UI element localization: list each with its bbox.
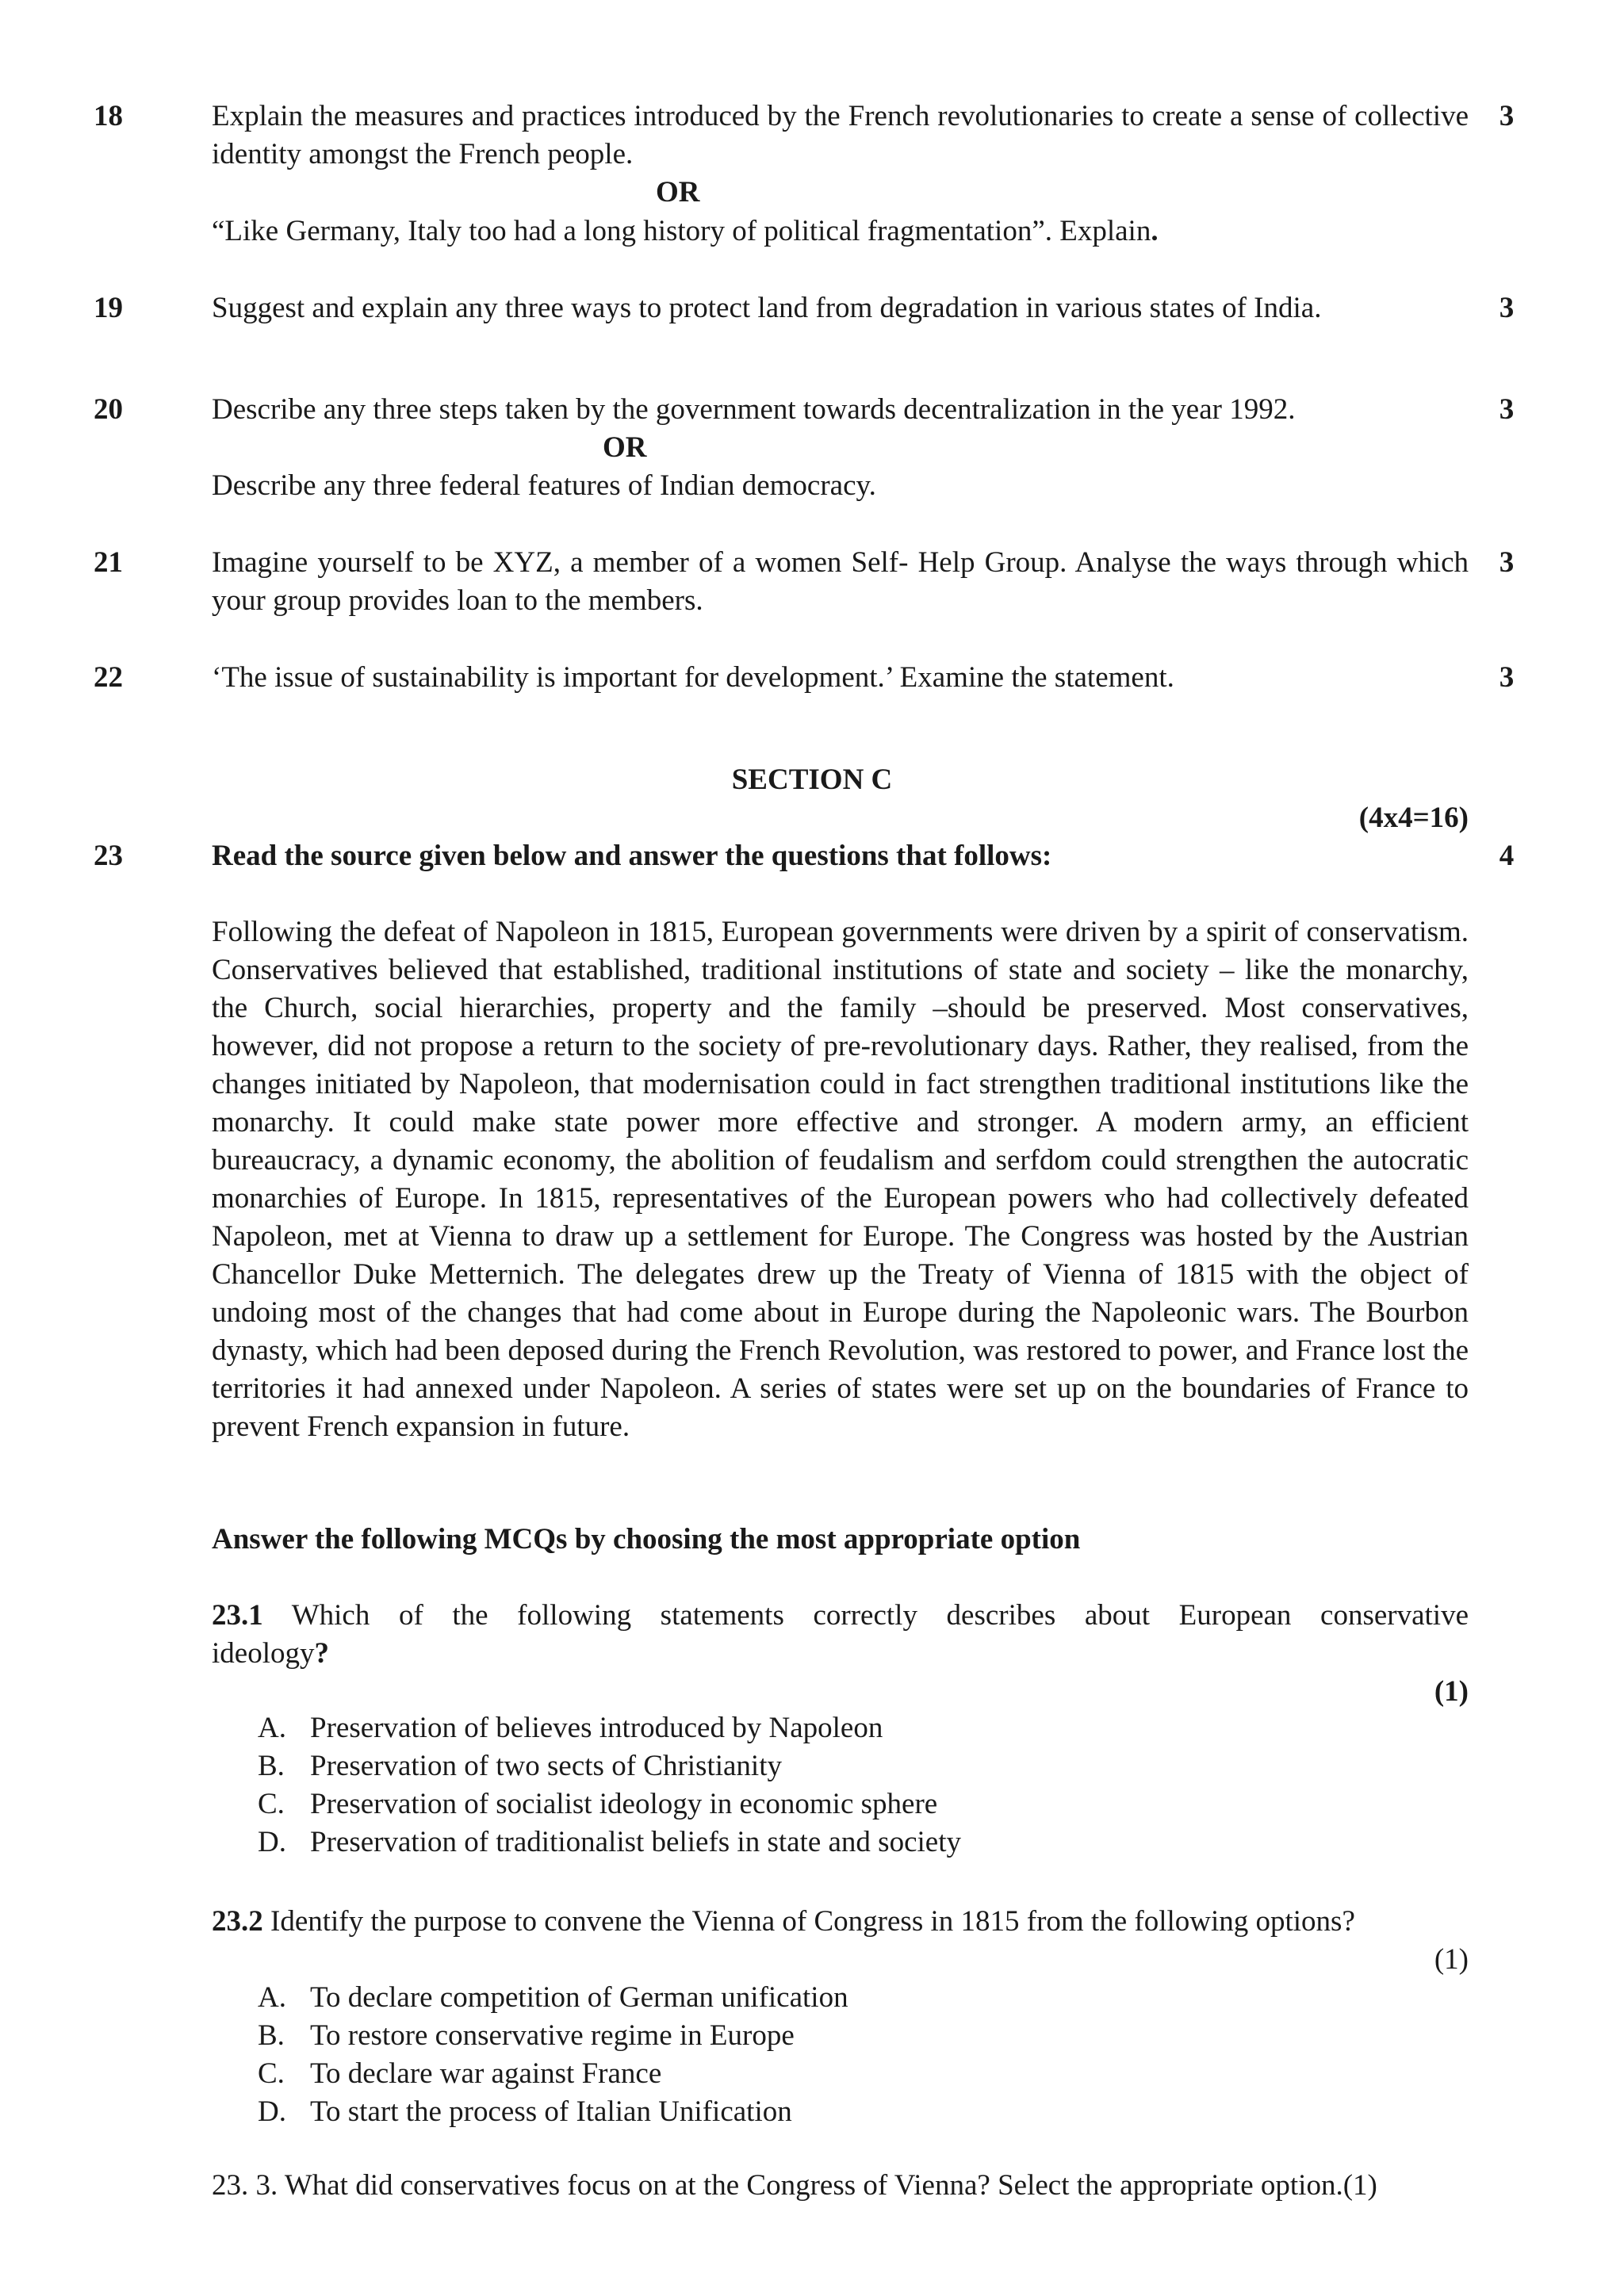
question-number: 23 bbox=[94, 840, 123, 872]
option-letter: C. bbox=[258, 2057, 285, 2090]
option-letter: D. bbox=[258, 1826, 286, 1858]
question-marks: 3 bbox=[1499, 393, 1515, 426]
option-text: To declare war against France bbox=[310, 2057, 662, 2090]
mcq-heading: Answer the following MCQs by choosing the most appropriate option bbox=[212, 1523, 1081, 1556]
alternative-question-text: “Like Germany, Italy too had a long history of political fragmentation”. Explain. bbox=[212, 215, 1159, 247]
option-letter: C. bbox=[258, 1788, 285, 1820]
option-list bbox=[258, 1979, 1447, 2131]
or-separator: OR bbox=[656, 176, 700, 209]
option-letter: B. bbox=[258, 2019, 285, 2052]
option-item bbox=[258, 2093, 1447, 2131]
question-text: Imagine yourself to be XYZ, a member of a women Self- Help Group. Analyse the ways through which your group provides loan to the members. bbox=[212, 546, 1469, 617]
subquestion-text-continued: ideology? bbox=[212, 1637, 329, 1670]
question-marks: 4 bbox=[1499, 840, 1515, 872]
option-item bbox=[258, 2055, 1447, 2093]
question-marks: 3 bbox=[1499, 546, 1515, 579]
option-item bbox=[258, 1709, 1447, 1747]
section-marks-note: (4x4=16) bbox=[1358, 802, 1469, 834]
subquestion-marks: (1) bbox=[1434, 1675, 1469, 1708]
question-number: 19 bbox=[94, 292, 123, 324]
question-number: 21 bbox=[94, 546, 123, 579]
question-text: Suggest and explain any three ways to protect land from degradation in various states of India. bbox=[212, 292, 1322, 324]
question-marks: 3 bbox=[1499, 100, 1515, 132]
question-text: Explain the measures and practices introduced by the French revolutionaries to create a sense of collective identity amongst the French people. bbox=[212, 100, 1469, 170]
subquestion-number: 23.1 bbox=[212, 1599, 263, 1632]
option-item bbox=[258, 1823, 1447, 1862]
option-letter: A. bbox=[258, 1712, 286, 1744]
subquestion-number: 23.2 bbox=[212, 1905, 263, 1938]
option-item bbox=[258, 1979, 1447, 2017]
option-text: To start the process of Italian Unification bbox=[310, 2095, 792, 2128]
option-letter: D. bbox=[258, 2095, 286, 2128]
source-passage: Following the defeat of Napoleon in 1815, European governments were driven by a spirit of conservatism. Conservatives believed that established, traditional institutions of state and society – like the monarchy, the Church, social hierarchies, property and the family –should be preserved. Most conservatives, however, did not propose a return to the society of pre-revolutionary days. Rather, they realised, from the changes initiated by Napoleon, that modernisation could in fact strengthen traditional institutions like the monarchy. It could make state power more effective and stronger. A modern army, an efficient bureaucracy, a dynamic economy, the abolition of feudalism and serfdom could strengthen the autocratic monarchies of Europe. In 1815, representatives of the European powers who had collectively defeated Napoleon, met at Vienna to draw up a settlement for Europe. The Congress was hosted by the Austrian Chancellor Duke Metternich. The delegates drew up the Treaty of Vienna of 1815 with the object of undoing most of the changes that had come about in Europe during the Napoleonic wars. The Bourbon dynasty, which had been deposed during the French Revolution, was restored to power, and France lost the territories it had annexed under Napoleon. A series of states were set up on the boundaries of France to prevent French expansion in future. bbox=[212, 916, 1469, 1443]
question-number: 22 bbox=[94, 661, 123, 694]
source-instruction: Read the source given below and answer the questions that follows: bbox=[212, 840, 1052, 872]
option-item bbox=[258, 1785, 1447, 1823]
option-text: To restore conservative regime in Europe bbox=[310, 2019, 795, 2052]
question-number: 18 bbox=[94, 100, 123, 132]
alternative-question-text: Describe any three federal features of Indian democracy. bbox=[212, 469, 876, 502]
section-title: SECTION C bbox=[731, 763, 893, 796]
subquestion-marks: (1) bbox=[1434, 1943, 1469, 1976]
subquestion-text: 23. 3. What did conservatives focus on at the Congress of Vienna? Select the appropriate option.(1) bbox=[212, 2169, 1377, 2202]
option-item bbox=[258, 1747, 1447, 1785]
option-text: Preservation of two sects of Christianity bbox=[310, 1750, 782, 1782]
option-text: Preservation of traditionalist beliefs in state and society bbox=[310, 1826, 961, 1858]
option-item bbox=[258, 2017, 1447, 2055]
or-separator: OR bbox=[603, 431, 647, 464]
option-text: To declare competition of German unification bbox=[310, 1981, 848, 2014]
option-letter: B. bbox=[258, 1750, 285, 1782]
option-list bbox=[258, 1709, 1447, 1862]
question-number: 20 bbox=[94, 393, 123, 426]
subquestion-text: 23.2 Identify the purpose to convene the Vienna of Congress in 1815 from the following options? bbox=[212, 1905, 1355, 1938]
question-text: Describe any three steps taken by the government towards decentralization in the year 1992. bbox=[212, 393, 1296, 426]
option-text: Preservation of believes introduced by Napoleon bbox=[310, 1712, 883, 1744]
subquestion-text: 23.1 Which of the following statements correctly describes about European conservative bbox=[212, 1599, 1469, 1632]
question-marks: 3 bbox=[1499, 292, 1515, 324]
option-text: Preservation of socialist ideology in economic sphere bbox=[310, 1788, 938, 1820]
question-marks: 3 bbox=[1499, 661, 1515, 694]
question-text: ‘The issue of sustainability is important for development.’ Examine the statement. bbox=[212, 661, 1174, 694]
option-letter: A. bbox=[258, 1981, 286, 2014]
